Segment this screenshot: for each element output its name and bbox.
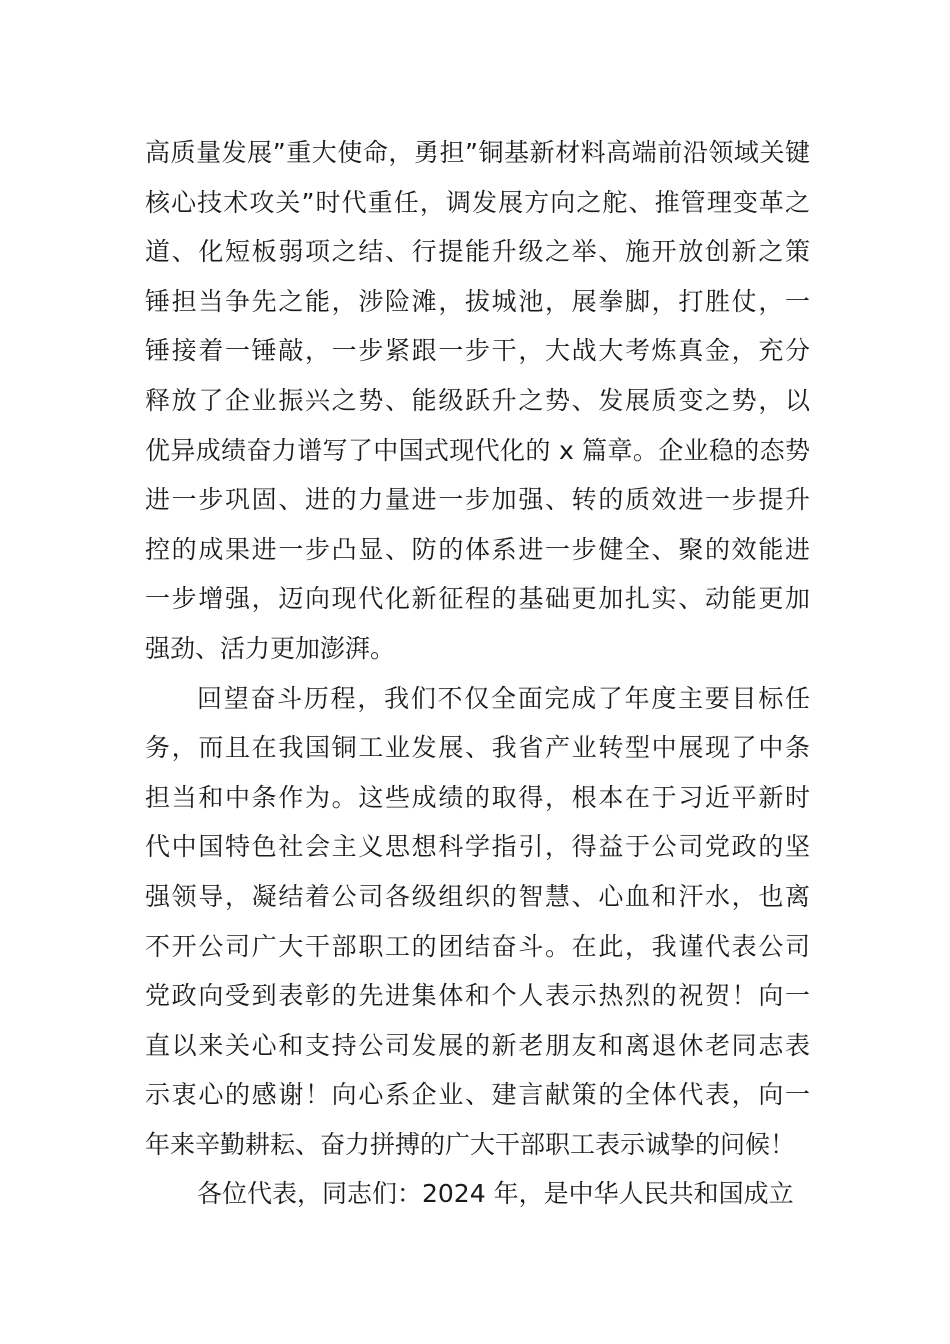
paragraph-first-line: 各位代表，同志们：2024 年，是中华人民共和国成立 <box>197 1179 794 1209</box>
paragraph-end-line: 强劲、活力更加澎湃。 <box>145 633 396 663</box>
text-line: 代中国特色社会主义思想科学指引，得益于公司党政的坚 <box>145 832 810 862</box>
text-line: 锤接着一锤敲，一步紧跟一步干，大战大考炼真金，充分 <box>145 336 810 366</box>
text-line: 强领导，凝结着公司各级组织的智慧、心血和汗水，也离 <box>145 881 810 911</box>
document-body <box>145 128 810 1219</box>
text-line: 进一步巩固、进的力量进一步加强、转的质效进一步提升 <box>145 485 810 515</box>
paragraph-end-line: 年来辛勤耕耘、奋力拼搏的广大干部职工表示诚挚的问候！ <box>145 1129 796 1159</box>
text-line: 高质量发展”重大使命，勇担”铜基新材料高端前沿领域关键 <box>145 138 810 167</box>
text-line: 锤担当争先之能，涉险滩，拔城池，展拳脚，打胜仗，一 <box>145 286 810 316</box>
text-line: 释放了企业振兴之势、能级跃升之势、发展质变之势，以 <box>145 385 810 415</box>
text-line: 担当和中条作为。这些成绩的取得，根本在于习近平新时 <box>145 782 810 812</box>
text-line: 一步增强，迈向现代化新征程的基础更加扎实、动能更加 <box>145 584 810 614</box>
text-line: 不开公司广大干部职工的团结奋斗。在此，我谨代表公司 <box>145 931 810 961</box>
paragraph-first-line: 回望奋斗历程，我们不仅全面完成了年度主要目标任 <box>197 683 810 713</box>
text-line: 直以来关心和支持公司发展的新老朋友和离退休老同志表 <box>145 1030 810 1060</box>
text-line: 核心技术攻关”时代重任，调发展方向之舵、推管理变革之 <box>145 187 810 217</box>
text-line: 党政向受到表彰的先进集体和个人表示热烈的祝贺！向一 <box>145 981 810 1011</box>
text-line: 优异成绩奋力谱写了中国式现代化的 x 篇章。企业稳的态势 <box>145 435 810 465</box>
text-line: 示衷心的感谢！向心系企业、建言献策的全体代表，向一 <box>145 1080 810 1110</box>
text-line: 道、化短板弱项之结、行提能升级之举、施开放创新之策 <box>145 237 810 267</box>
text-line: 务，而且在我国铜工业发展、我省产业转型中展现了中条 <box>145 733 810 763</box>
text-line: 控的成果进一步凸显、防的体系进一步健全、聚的效能进 <box>145 534 810 564</box>
